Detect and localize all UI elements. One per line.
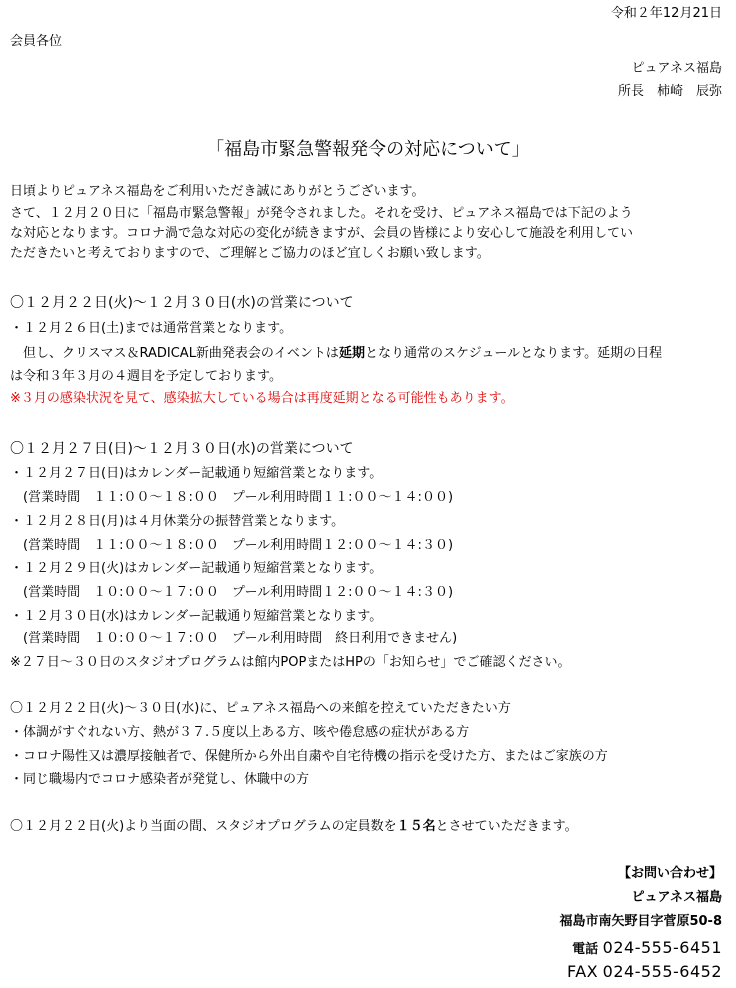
contact-fax: FAX 024-555-6452 (566, 962, 722, 981)
section-4-line: 〇１２月２２日(火)より当面の間、スタジオプログラムの定員数を１５名とさせていただきます。 (10, 819, 578, 834)
section-1-line: 但し、クリスマス＆RADICAL新曲発表会のイベントは延期となり通常のスケジュールとなります。延期の日程 (10, 346, 663, 361)
section-3-line: ・同じ職場内でコロナ感染者が発覚し、休職中の方 (10, 772, 310, 787)
section-2-line: ・１２月３０日(水)はカレンダー記載通り短縮営業となります。 (10, 609, 383, 624)
contact-organization: ピュアネス福島 (631, 890, 722, 905)
section-3-heading: 〇１２月２２日(火)～３０日(水)に、ピュアネス福島への来館を控えていただきたい方 (10, 701, 511, 716)
contact-phone: 電話 024-555-6451 (572, 938, 722, 957)
section-2-note: ※２７日～３０日のスタジオプログラムは館内POPまたはHPの「お知らせ」でご確認ください。 (10, 655, 571, 670)
intro-line-3: な対応となります。コロナ渦で急な対応の変化が続きますが、会員の皆様により安心して施設を利用してい (10, 226, 633, 241)
section-2-line: (営業時間 １１:００～１８:００ プール利用時間１１:００～１４:００) (10, 490, 454, 505)
section-2-line: ・１２月２９日(火)はカレンダー記載通り短縮営業となります。 (10, 561, 383, 576)
sender-name: 所長 柿崎 辰弥 (617, 84, 722, 99)
section-3-line: ・コロナ陽性又は濃厚接触者で、保健所から外出自粛や自宅待機の指示を受けた方、またはご家族の方 (10, 749, 608, 764)
document-title: 「福島市緊急警報発令の対応について」 (206, 139, 530, 160)
section-1-line: ・１２月２６日(土)までは通常営業となります。 (10, 321, 293, 336)
section-2-line: ・１２月２８日(月)は４月休業分の振替営業となります。 (10, 514, 345, 529)
contact-heading: 【お問い合わせ】 (617, 866, 722, 881)
intro-line-2: さて、１２月２０日に「福島市緊急警報」が発令されました。それを受け、ピュアネス福島では下記のよう (10, 206, 633, 221)
section-2-line: (営業時間 １０:００～１７:００ プール利用時間１２:００～１４:３０) (10, 585, 454, 600)
section-2-line: (営業時間 １０:００～１７:００ プール利用時間 終日利用できません) (10, 631, 458, 646)
document-date: 令和２年12月21日 (610, 6, 722, 21)
sender-organization: ピュアネス福島 (631, 61, 722, 76)
section-2-line: ・１２月２７日(日)はカレンダー記載通り短縮営業となります。 (10, 466, 383, 481)
section-1-heading: 〇１２月２２日(火)～１２月３０日(水)の営業について (10, 295, 354, 311)
section-3-line: ・体調がすぐれない方、熱が３７.５度以上ある方、咳や倦怠感の症状がある方 (10, 725, 470, 740)
recipient: 会員各位 (10, 34, 63, 49)
section-2-line: (営業時間 １１:００～１８:００ プール利用時間１２:００～１４:３０) (10, 538, 454, 553)
section-2-heading: 〇１２月２７日(日)～１２月３０日(水)の営業について (10, 441, 354, 457)
section-1-warning: ※３月の感染状況を見て、感染拡大している場合は再度延期となる可能性もあります。 (10, 391, 514, 406)
contact-address: 福島市南矢野目字菅原50-8 (559, 914, 722, 929)
intro-line-1: 日頃よりピュアネス福島をご利用いただき誠にありがとうございます。 (10, 184, 425, 199)
section-1-line: は令和３年３月の４週目を予定しております。 (10, 369, 282, 384)
intro-line-4: ただきたいと考えておりますので、ご理解とご協力のほど宜しくお願い致します。 (10, 246, 490, 261)
